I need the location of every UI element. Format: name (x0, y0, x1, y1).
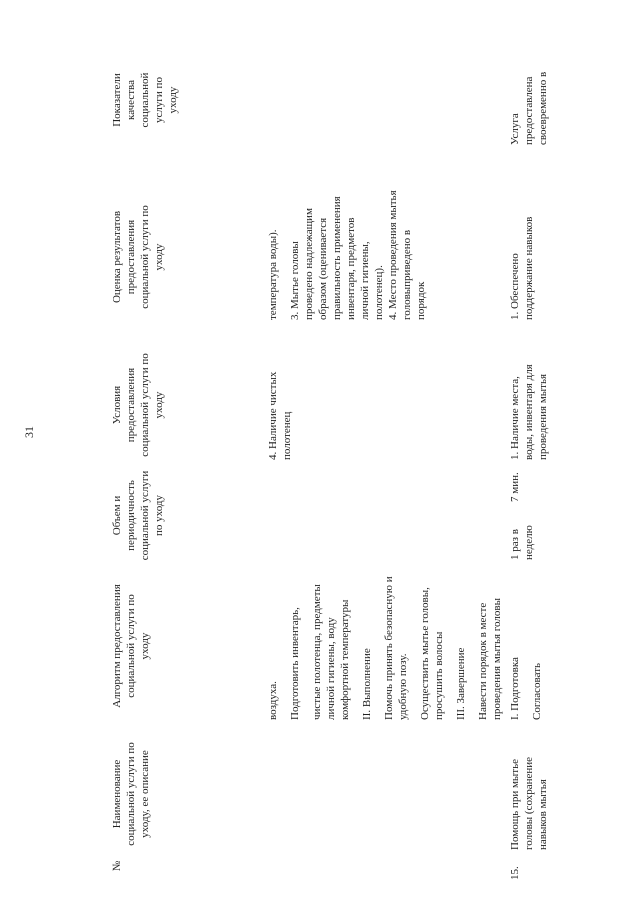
algorithm-step: Помочь принять безопасную и удобную позу. (383, 576, 409, 720)
service-table (110, 40, 605, 880)
algorithm-step: Осуществить мытье головы, просушить волосы (419, 587, 445, 720)
algorithm-step: Навести порядок в месте проведения мытья головы (477, 598, 503, 720)
algorithm-step: III. Завершение (455, 647, 467, 720)
evaluation-item: 3. Мытье головы проведено надлежащим образом (оценивается правильность применения инвентаря, предметов личной гигиены, полотенец). (289, 196, 385, 320)
header-algorithm: Алгоритм предоставления социальной услуги по уходу (111, 584, 151, 708)
evaluation-cell: 1. Обеспечено поддержание навыков (509, 216, 535, 320)
algorithm-step: I. Подготовка (509, 657, 521, 720)
algorithm-step: II. Выполнение (361, 648, 373, 720)
algorithm-cell (508, 570, 552, 720)
conditions-cell: 1. Наличие места, воды, инвентаря для проведения мытья (509, 364, 549, 460)
table-row-continuation (266, 40, 503, 880)
header-volume: Объем и периодичность социальной услуги по уходу (111, 470, 165, 561)
header-conditions: Условия предоставления социальной услуги по уходу (111, 353, 165, 457)
evaluation-cell (266, 190, 428, 320)
algorithm-step: чистые полотенца, предметы личной гигиены, воду комфортной температуры (311, 584, 351, 720)
algorithm-step: воздуха. (267, 681, 279, 720)
algorithm-step: Согласовать (531, 662, 543, 720)
evaluation-item: температура воды). (267, 229, 279, 320)
volume-time: 7 мин. (509, 472, 521, 502)
indicators-cell: Услуга предоставлена своевременно в (509, 71, 549, 145)
algorithm-cell (266, 570, 512, 720)
conditions-cell: 4. Наличие чистых полотенец (267, 371, 293, 460)
table-header-row (110, 40, 230, 880)
table-row-15 (508, 40, 603, 880)
header-num: № (111, 860, 123, 872)
volume-frequency: 1 раз в неделю (509, 525, 535, 560)
row-number: 15. (509, 866, 521, 880)
header-indicators: Показатели качества социальной услуги по уходу (111, 72, 179, 128)
evaluation-item: 4. Место проведения мытья головыприведено в порядок (387, 190, 427, 320)
algorithm-step: Подготовить инвентарь, (289, 607, 301, 720)
service-name: Помощь при мытье головы (сохранение навыков мытья (509, 757, 549, 850)
page-number: 31 (22, 426, 36, 438)
header-name: Наименование социальной услуги по уходу, ее описание (111, 742, 151, 846)
header-evaluation: Оценка результатов предоставления социальной услуги по уходу (111, 205, 165, 309)
